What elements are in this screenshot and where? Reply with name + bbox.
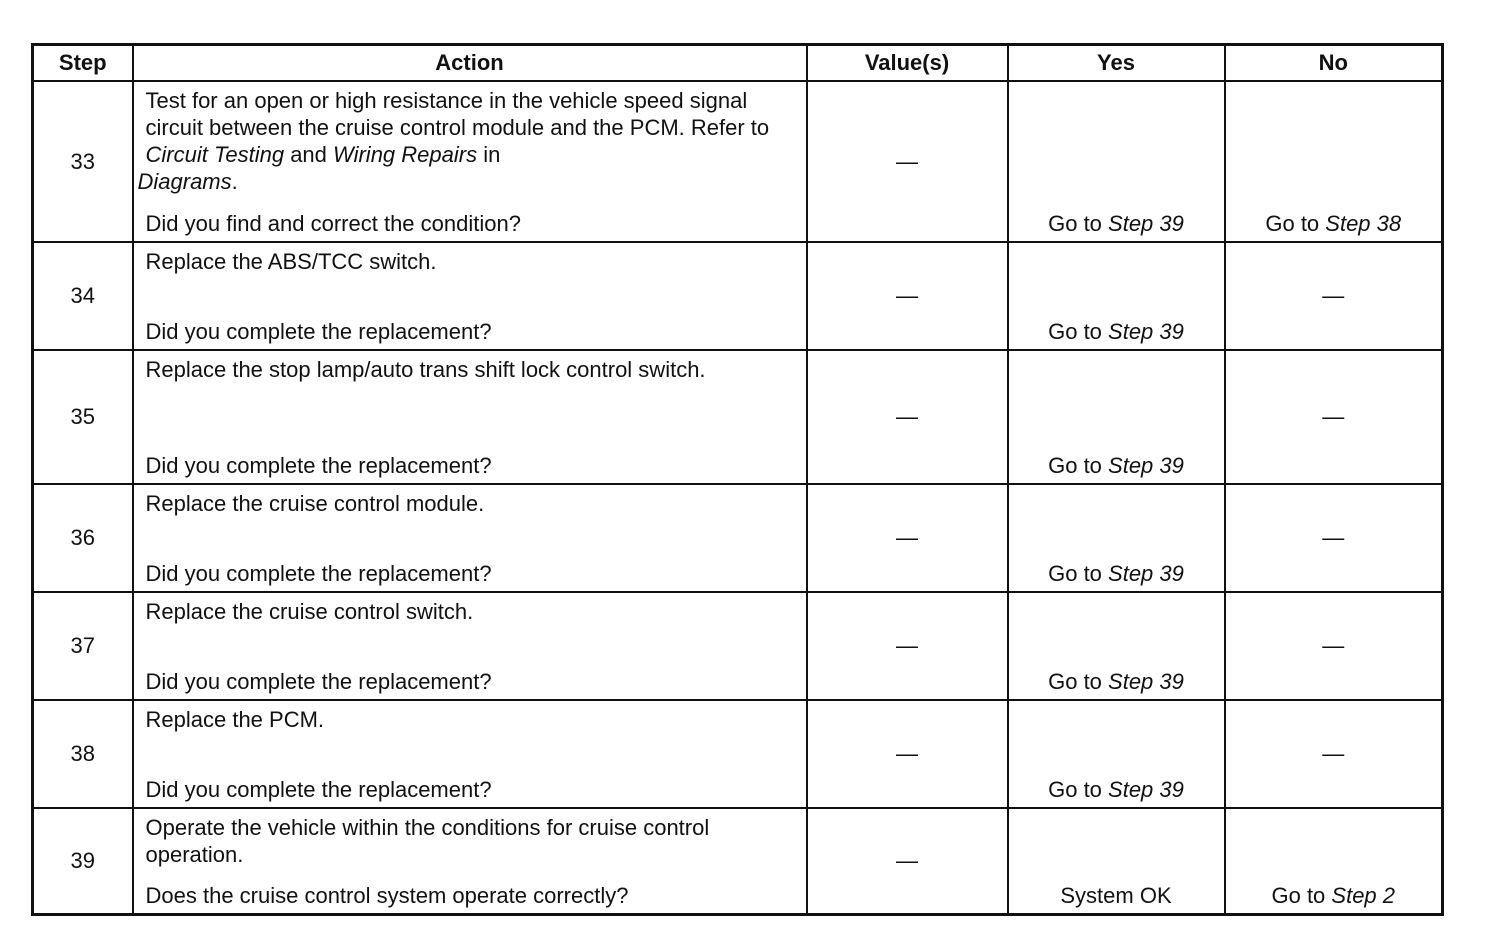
table-row: [33, 484, 1443, 592]
table-row: [33, 242, 1443, 350]
action-cell: [133, 808, 807, 915]
no-cell: —: [1225, 242, 1443, 350]
action-question: Did you complete the replacement?: [145, 561, 492, 586]
action-text: Replace the cruise control switch.: [145, 599, 474, 624]
header-values: Value(s): [807, 45, 1008, 82]
yes-cell: Go to Step 39: [1008, 700, 1225, 808]
value-cell: —: [807, 808, 1008, 915]
value-cell: —: [807, 592, 1008, 700]
step-number: 39: [33, 808, 133, 915]
action-question: Does the cruise control system operate correctly?: [145, 883, 629, 908]
value-cell: —: [807, 484, 1008, 592]
value-cell: —: [807, 700, 1008, 808]
action-cell: [133, 350, 807, 484]
yes-cell: Go to Step 39: [1008, 484, 1225, 592]
yes-cell: Go to Step 39: [1008, 242, 1225, 350]
yes-cell: Go to Step 39: [1008, 81, 1225, 242]
action-question: Did you find and correct the condition?: [145, 211, 521, 236]
value-cell: —: [807, 242, 1008, 350]
table-row: [33, 808, 1443, 915]
action-text: Replace the PCM.: [145, 707, 325, 732]
yes-cell: System OK: [1008, 808, 1225, 915]
diagrams-ref: Diagrams: [137, 169, 232, 194]
action-text: Test for an open or high resistance in the vehicle speed signal circuit between the cruise control module and the PCM. Refer to Circuit Testing and Wiring Repairs in Diagrams.: [137, 88, 770, 194]
action-cell: [133, 484, 807, 592]
value-cell: —: [807, 350, 1008, 484]
circuit-testing-ref: Circuit Testing: [145, 142, 285, 167]
yes-cell: Go to Step 39: [1008, 350, 1225, 484]
action-text: Replace the ABS/TCC switch.: [145, 249, 437, 274]
wiring-repairs-ref: Wiring Repairs: [333, 142, 478, 167]
action-text: Replace the stop lamp/auto trans shift lock control switch.: [145, 357, 706, 382]
step-number: 33: [33, 81, 133, 242]
action-cell: [133, 700, 807, 808]
action-text: Replace the cruise control module.: [145, 491, 485, 516]
action-question: Did you complete the replacement?: [145, 669, 492, 694]
header-row: [33, 45, 1443, 82]
table-row: [33, 700, 1443, 808]
value-cell: —: [807, 81, 1008, 242]
no-cell: —: [1225, 592, 1443, 700]
step-number: 38: [33, 700, 133, 808]
no-cell: —: [1225, 350, 1443, 484]
step-number: 34: [33, 242, 133, 350]
action-cell: [133, 592, 807, 700]
table-row: [33, 350, 1443, 484]
header-action: Action: [133, 45, 807, 82]
no-cell: Go to Step 38: [1225, 81, 1443, 242]
header-no: No: [1225, 45, 1443, 82]
action-text: Operate the vehicle within the conditions for cruise control operation.: [145, 815, 710, 867]
action-question: Did you complete the replacement?: [145, 319, 492, 344]
action-question: Did you complete the replacement?: [145, 777, 492, 802]
step-number: 36: [33, 484, 133, 592]
action-question: Did you complete the replacement?: [145, 453, 492, 478]
table-row: [33, 592, 1443, 700]
no-cell: —: [1225, 484, 1443, 592]
header-yes: Yes: [1008, 45, 1225, 82]
table-row: [33, 81, 1443, 242]
action-cell: [133, 81, 807, 242]
diagnostic-table: [31, 43, 1444, 916]
header-step: Step: [33, 45, 133, 82]
step-number: 35: [33, 350, 133, 484]
no-cell: —: [1225, 700, 1443, 808]
step-number: 37: [33, 592, 133, 700]
no-cell: Go to Step 2: [1225, 808, 1443, 915]
yes-cell: Go to Step 39: [1008, 592, 1225, 700]
action-cell: [133, 242, 807, 350]
